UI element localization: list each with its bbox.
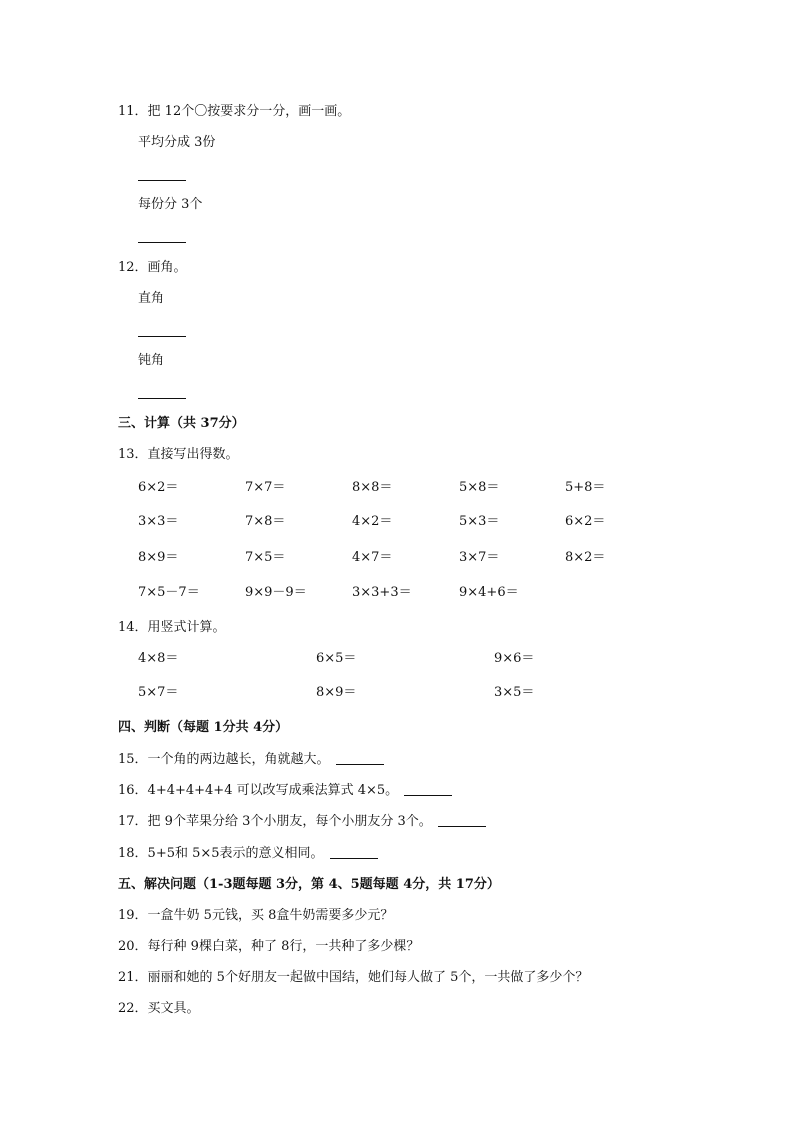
vertical-calc-item: 3×5＝ (494, 685, 535, 700)
calc-item: 5×8＝ (459, 480, 500, 495)
calc-item: 7×8＝ (245, 514, 286, 529)
calc-item: 3×3+3＝ (352, 585, 412, 600)
question-11: 11．把 12个〇按要求分一分，画一画。 (118, 104, 351, 119)
answer-blank[interactable] (138, 398, 186, 399)
section-title-3: 三、计算（共 37分） (118, 416, 245, 431)
question-12-part-1: 直角 (138, 291, 165, 306)
vertical-calc-item: 8×9＝ (316, 685, 357, 700)
answer-blank[interactable] (138, 336, 186, 337)
question-20: 20．每行种 9棵白菜，种了 8行，一共种了多少棵？ (118, 939, 420, 954)
calc-item: 8×9＝ (138, 550, 179, 565)
answer-blank[interactable] (404, 783, 452, 796)
question-18 (118, 846, 378, 862)
question-17-text: 17．把 9个苹果分给 3个小朋友，每个小朋友分 3个。 (118, 814, 432, 829)
answer-blank[interactable] (138, 242, 186, 243)
question-15 (118, 752, 384, 768)
question-15-text: 15．一个角的两边越长，角就越大。 (118, 752, 330, 767)
calc-item: 7×7＝ (245, 480, 286, 495)
vertical-calc-item: 4×8＝ (138, 651, 179, 666)
question-17 (118, 814, 486, 830)
vertical-calc-item: 9×6＝ (494, 651, 535, 666)
calc-item: 7×5－7＝ (138, 585, 200, 600)
question-12: 12．画角。 (118, 260, 187, 275)
calc-item: 4×2＝ (352, 514, 393, 529)
section-title-5: 五、解决问题（1-3题每题 3分，第 4、5题每题 4分，共 17分） (118, 877, 500, 892)
vertical-calc-item: 5×7＝ (138, 685, 179, 700)
calc-item: 6×2＝ (565, 514, 606, 529)
question-16-text: 16．4+4+4+4+4 可以改写成乘法算式 4×5。 (118, 783, 399, 798)
answer-blank[interactable] (336, 752, 384, 765)
vertical-calc-item: 6×5＝ (316, 651, 357, 666)
calc-item: 7×5＝ (245, 550, 286, 565)
calc-item: 9×9－9＝ (245, 585, 307, 600)
calc-item: 3×7＝ (459, 550, 500, 565)
calc-item: 3×3＝ (138, 514, 179, 529)
question-14: 14．用竖式计算。 (118, 620, 226, 635)
question-18-text: 18．5+5和 5×5表示的意义相同。 (118, 846, 324, 861)
calc-item: 4×7＝ (352, 550, 393, 565)
section-title-4: 四、判断（每题 1分共 4分） (118, 720, 289, 735)
question-19: 19．一盒牛奶 5元钱，买 8盒牛奶需要多少元？ (118, 908, 394, 923)
calc-item: 9×4+6＝ (459, 585, 519, 600)
calc-item: 5×3＝ (459, 514, 500, 529)
calc-item: 6×2＝ (138, 480, 179, 495)
calc-item: 5+8＝ (565, 480, 606, 495)
question-12-part-2: 钝角 (138, 353, 165, 368)
calc-item: 8×2＝ (565, 550, 606, 565)
answer-blank[interactable] (138, 180, 186, 181)
answer-blank[interactable] (438, 814, 486, 827)
calc-item: 8×8＝ (352, 480, 393, 495)
question-11-part-1: 平均分成 3份 (138, 135, 216, 150)
question-11-part-2: 每份分 3个 (138, 197, 203, 212)
question-13: 13．直接写出得数。 (118, 447, 239, 462)
answer-blank[interactable] (330, 846, 378, 859)
question-16 (118, 783, 452, 799)
question-22: 22．买文具。 (118, 1001, 200, 1016)
question-21: 21．丽丽和她的 5个好朋友一起做中国结，她们每人做了 5个，一共做了多少个？ (118, 970, 589, 985)
